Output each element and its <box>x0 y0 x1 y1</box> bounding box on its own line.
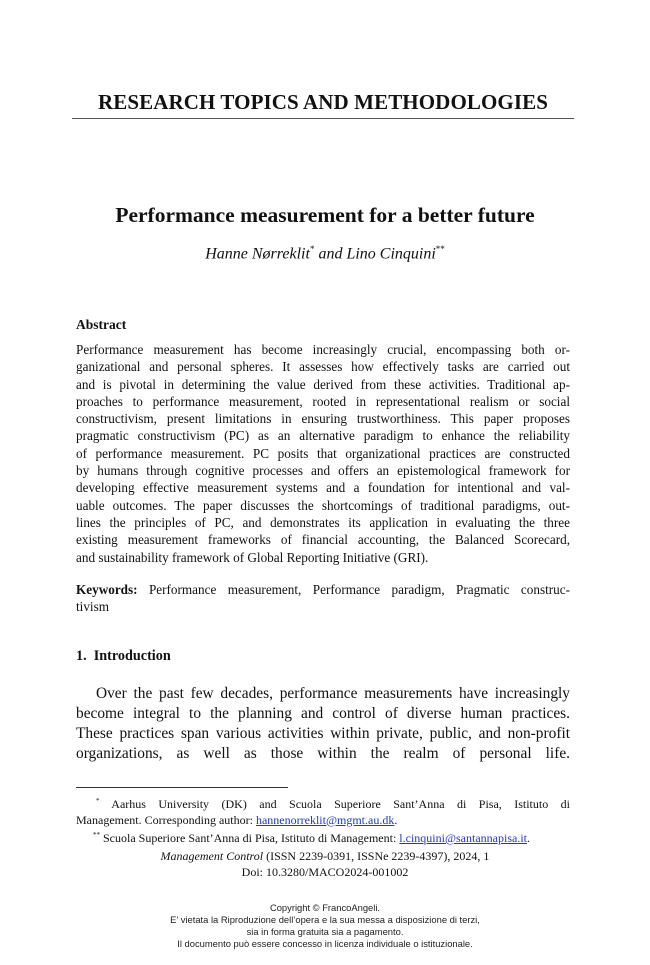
author-1-footnote-mark: * <box>309 244 315 254</box>
abstract-body <box>76 341 570 566</box>
author-1-email-link[interactable]: hannenorreklit@mgmt.au.dk <box>255 812 395 827</box>
copyright-line: Il documento può essere concesso in licenza individuale o istituzionale. <box>177 937 473 949</box>
author-2-email-link[interactable]: l.cinquini@santannapisa.it <box>399 831 527 845</box>
footnote-1-mark: * <box>96 797 100 805</box>
abstract-line: Performance measurement has become increasingly crucial, encompassing both or- <box>76 342 570 357</box>
introduction-heading: 1. Introduction <box>76 648 171 664</box>
copyright-line: E’ vietata la Riproduzione dell’opera e la sua messa a disposizione di terzi, <box>170 913 480 925</box>
abstract-line: constructivism, present limitations in ensuring trustworthiness. This paper proposes <box>76 411 570 427</box>
author-1-name: Hanne Nørreklit <box>205 245 310 263</box>
abstract-line: uable outcomes. The paper discusses the shortcomings of traditional paradigms, out- <box>76 497 570 513</box>
footnotes <box>76 794 570 847</box>
copyright-notice <box>0 902 650 950</box>
footnote-1-text: Management. Corresponding author: <box>76 812 256 827</box>
journal-doi: Doi: 10.3280/MACO2024-001002 <box>241 864 409 879</box>
footnote-2-end: . <box>527 831 530 845</box>
footnote-2-mark: ** <box>93 831 100 839</box>
author-line <box>0 244 650 263</box>
abstract-line: and sustainability framework of Global Reporting Initiative (GRI). <box>76 549 429 565</box>
footnote-1-end: . <box>394 812 398 827</box>
journal-name: Management Control <box>160 849 264 863</box>
abstract-heading: Abstract <box>76 317 127 332</box>
abstract-line: of performance measurement. PC posits that organizational practices are constructed <box>76 445 570 461</box>
keywords-line-2: tivism <box>76 599 109 615</box>
copyright-line: Copyright © FrancoAngeli. <box>269 902 381 913</box>
abstract-line: pragmatic constructivism (PC) as an alternative paradigm to enhance the reliability <box>76 428 570 444</box>
copyright-line: sia in forma gratuita sia a pagamento. <box>246 925 404 937</box>
author-connector: and <box>314 245 347 263</box>
keywords-label: Keywords: <box>76 582 138 597</box>
abstract-line: existing measurement frameworks of financial accounting, the Balanced Scorecard, <box>76 532 570 548</box>
keywords <box>76 581 570 616</box>
introduction-body <box>76 684 570 764</box>
journal-citation <box>0 849 650 865</box>
introduction-line: organizations, as well as those within the realm of personal life. <box>76 745 570 762</box>
footnote-1-affiliation: Aarhus University (DK) and Scuola Superiore Sant’Anna di Pisa, Istituto di <box>111 797 570 811</box>
abstract-line: and is pivotal in determining the value derived from these activities. Traditional ap- <box>76 376 570 392</box>
keywords-line-1 <box>76 581 570 598</box>
abstract-line: proaches to performance measurement, rooted in representational realism or social <box>76 393 570 409</box>
introduction-line: become integral to the planning and control of diverse human practices. <box>76 705 570 722</box>
footnote-2 <box>76 828 570 847</box>
paper-title: Performance measurement for a better future <box>115 203 535 227</box>
footnote-divider <box>76 787 288 788</box>
introduction-line: These practices span various activities within private, public, and non-profit <box>76 725 570 742</box>
abstract-line: lines the principles of PC, and demonstrates its application in evaluating the three <box>76 514 570 530</box>
footnote-1-line-2 <box>76 813 570 829</box>
keywords-list: Performance measurement, Performance paradigm, Pragmatic construc- <box>137 582 570 597</box>
section-heading: RESEARCH TOPICS AND METHODOLOGIES <box>72 90 574 119</box>
journal-info <box>0 849 650 880</box>
abstract-line: ganizational and personal spheres. It assesses how effectively tasks are carried out <box>76 359 570 375</box>
abstract-line: by humans through cognitive processes and offers an epistemological framework for <box>76 463 570 479</box>
journal-details: (ISSN 2239-0391, ISSNe 2239-4397), 2024, 1 <box>263 849 490 863</box>
author-2-name: Lino Cinquini <box>346 245 436 263</box>
author-2-footnote-mark: ** <box>435 244 445 254</box>
footnote-2-text: Scuola Superiore Sant’Anna di Pisa, Istituto di Management: <box>103 831 400 845</box>
footnote-1-line-1 <box>76 794 570 813</box>
abstract-line: developing effective measurement systems and a foundation for intentional and val- <box>76 480 570 496</box>
introduction-line: Over the past few decades, performance measurements have increasingly <box>96 685 570 702</box>
